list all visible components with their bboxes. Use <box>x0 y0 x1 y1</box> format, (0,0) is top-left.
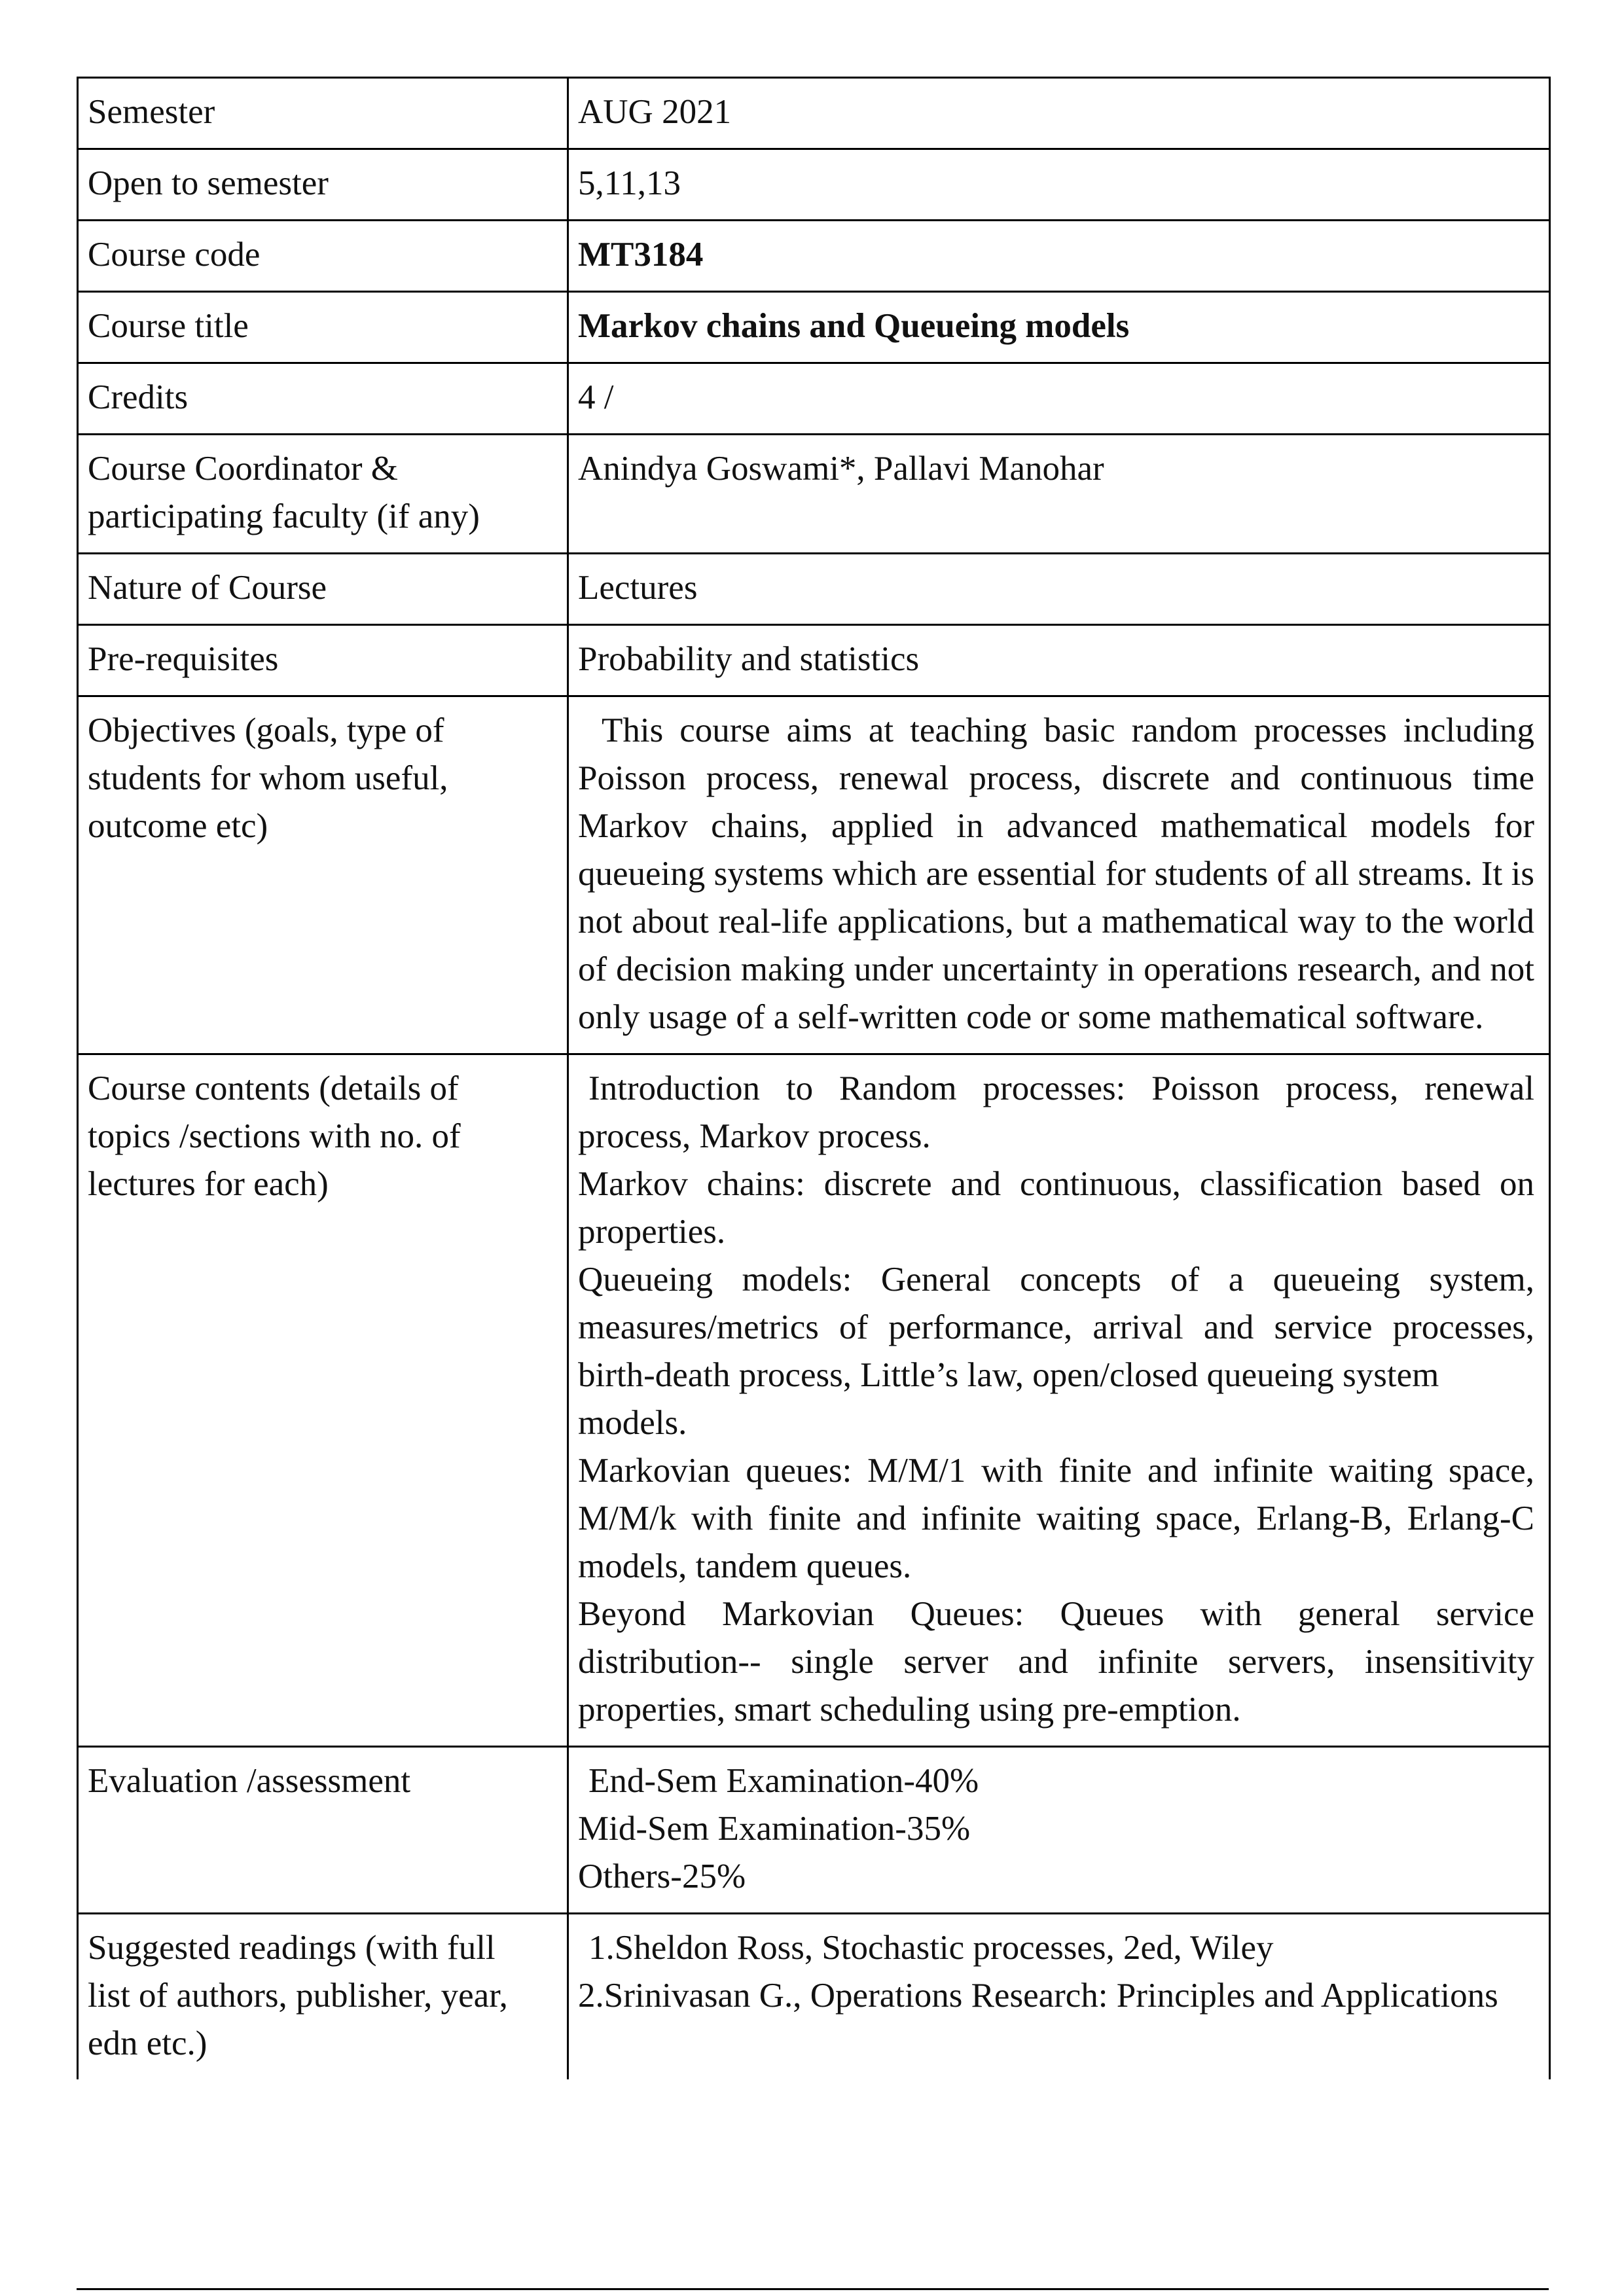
table-row-objectives <box>78 696 1550 1054</box>
course-contents-label-line: Course contents (details of <box>88 1069 459 1107</box>
course-title-value: Markov chains and Queueing models <box>568 292 1550 363</box>
coordinator-value: Anindya Goswami*, Pallavi Manohar <box>568 435 1550 554</box>
readings-label-line: edn etc.) <box>88 2024 208 2062</box>
credits-label: Credits <box>78 363 568 435</box>
evaluation-item: Others-25% <box>578 1857 746 1895</box>
evaluation-value <box>568 1747 1550 1914</box>
table-row-coordinator <box>78 435 1550 554</box>
table-row-evaluation <box>78 1747 1550 1914</box>
objectives-label-line: students for whom useful, <box>88 759 448 797</box>
contents-paragraph: Beyond Markovian Queues: Queues with general service distribution-- single server and infinite servers, insensitivity properties, smart scheduling using pre-emption. <box>578 1595 1534 1729</box>
prerequisites-label: Pre-requisites <box>78 625 568 696</box>
evaluation-item: Mid-Sem Examination-35% <box>578 1810 971 1848</box>
objectives-label-line: Objectives (goals, type of <box>88 711 444 749</box>
page-bottom-rule <box>77 2288 1549 2290</box>
course-code-label: Course code <box>78 221 568 292</box>
objectives-text: This course aims at teaching basic random processes including Poisson process, renewal process, discrete and continuous time Markov chains, applied in advanced mathematical models for queueing systems which are essential for students of all streams. It is not about real-life applications, but a mathematical way to the world of decision making under uncertainty in operations research, and not only usage of a self-written code or some mathematical software. <box>578 711 1534 1036</box>
credits-value: 4 / <box>568 363 1550 435</box>
table-row-credits <box>78 363 1550 435</box>
course-title-label: Course title <box>78 292 568 363</box>
nature-of-course-value: Lectures <box>568 554 1550 625</box>
prerequisites-value: Probability and statistics <box>568 625 1550 696</box>
readings-label-line: list of authors, publisher, year, <box>88 1977 508 2015</box>
readings-value <box>568 1914 1550 2080</box>
coordinator-label <box>78 435 568 554</box>
course-details-table <box>77 77 1551 2079</box>
contents-paragraph: Markov chains: discrete and continuous, classification based on properties. <box>578 1165 1534 1251</box>
contents-paragraph: Markovian queues: M/M/1 with finite and infinite waiting space, M/M/k with finite and infinite waiting space, Erlang-B, Erlang-C models, tandem queues. <box>578 1452 1534 1585</box>
course-contents-label <box>78 1054 568 1747</box>
contents-paragraph: Queueing models: General concepts of a queueing system, measures/metrics of performance, arrival and service processes, birth-death process, Little’s law, open/closed queueing system <box>578 1261 1534 1394</box>
course-contents-label-line: lectures for each) <box>88 1165 329 1203</box>
objectives-label <box>78 696 568 1054</box>
semester-value: AUG 2021 <box>568 78 1550 149</box>
reading-item: 1.Sheldon Ross, Stochastic processes, 2ed, Wiley <box>588 1929 1274 1967</box>
evaluation-item: End-Sem Examination-40% <box>588 1762 979 1800</box>
table-row-semester <box>78 78 1550 149</box>
table-row-prerequisites <box>78 625 1550 696</box>
course-code-value: MT3184 <box>568 221 1550 292</box>
table-row-readings <box>78 1914 1550 2080</box>
table-row-course-title <box>78 292 1550 363</box>
nature-of-course-label: Nature of Course <box>78 554 568 625</box>
table-row-open-to-semester <box>78 149 1550 221</box>
evaluation-label: Evaluation /assessment <box>78 1747 568 1914</box>
open-to-semester-value: 5,11,13 <box>568 149 1550 221</box>
coordinator-label-line: participating faculty (if any) <box>88 497 480 535</box>
coordinator-label-line: Course Coordinator & <box>88 450 398 488</box>
contents-paragraph: models. <box>578 1404 687 1442</box>
reading-item: 2.Srinivasan G., Operations Research: Principles and Applications <box>578 1977 1498 2015</box>
readings-label <box>78 1914 568 2080</box>
contents-paragraph: Introduction to Random processes: Poisson process, renewal process, Markov process. <box>578 1069 1534 1155</box>
semester-label: Semester <box>78 78 568 149</box>
objectives-value <box>568 696 1550 1054</box>
objectives-label-line: outcome etc) <box>88 807 268 845</box>
readings-label-line: Suggested readings (with full <box>88 1929 496 1967</box>
table-row-nature-of-course <box>78 554 1550 625</box>
open-to-semester-label: Open to semester <box>78 149 568 221</box>
table-row-course-code <box>78 221 1550 292</box>
course-contents-value <box>568 1054 1550 1747</box>
course-contents-label-line: topics /sections with no. of <box>88 1117 461 1155</box>
table-row-course-contents <box>78 1054 1550 1747</box>
